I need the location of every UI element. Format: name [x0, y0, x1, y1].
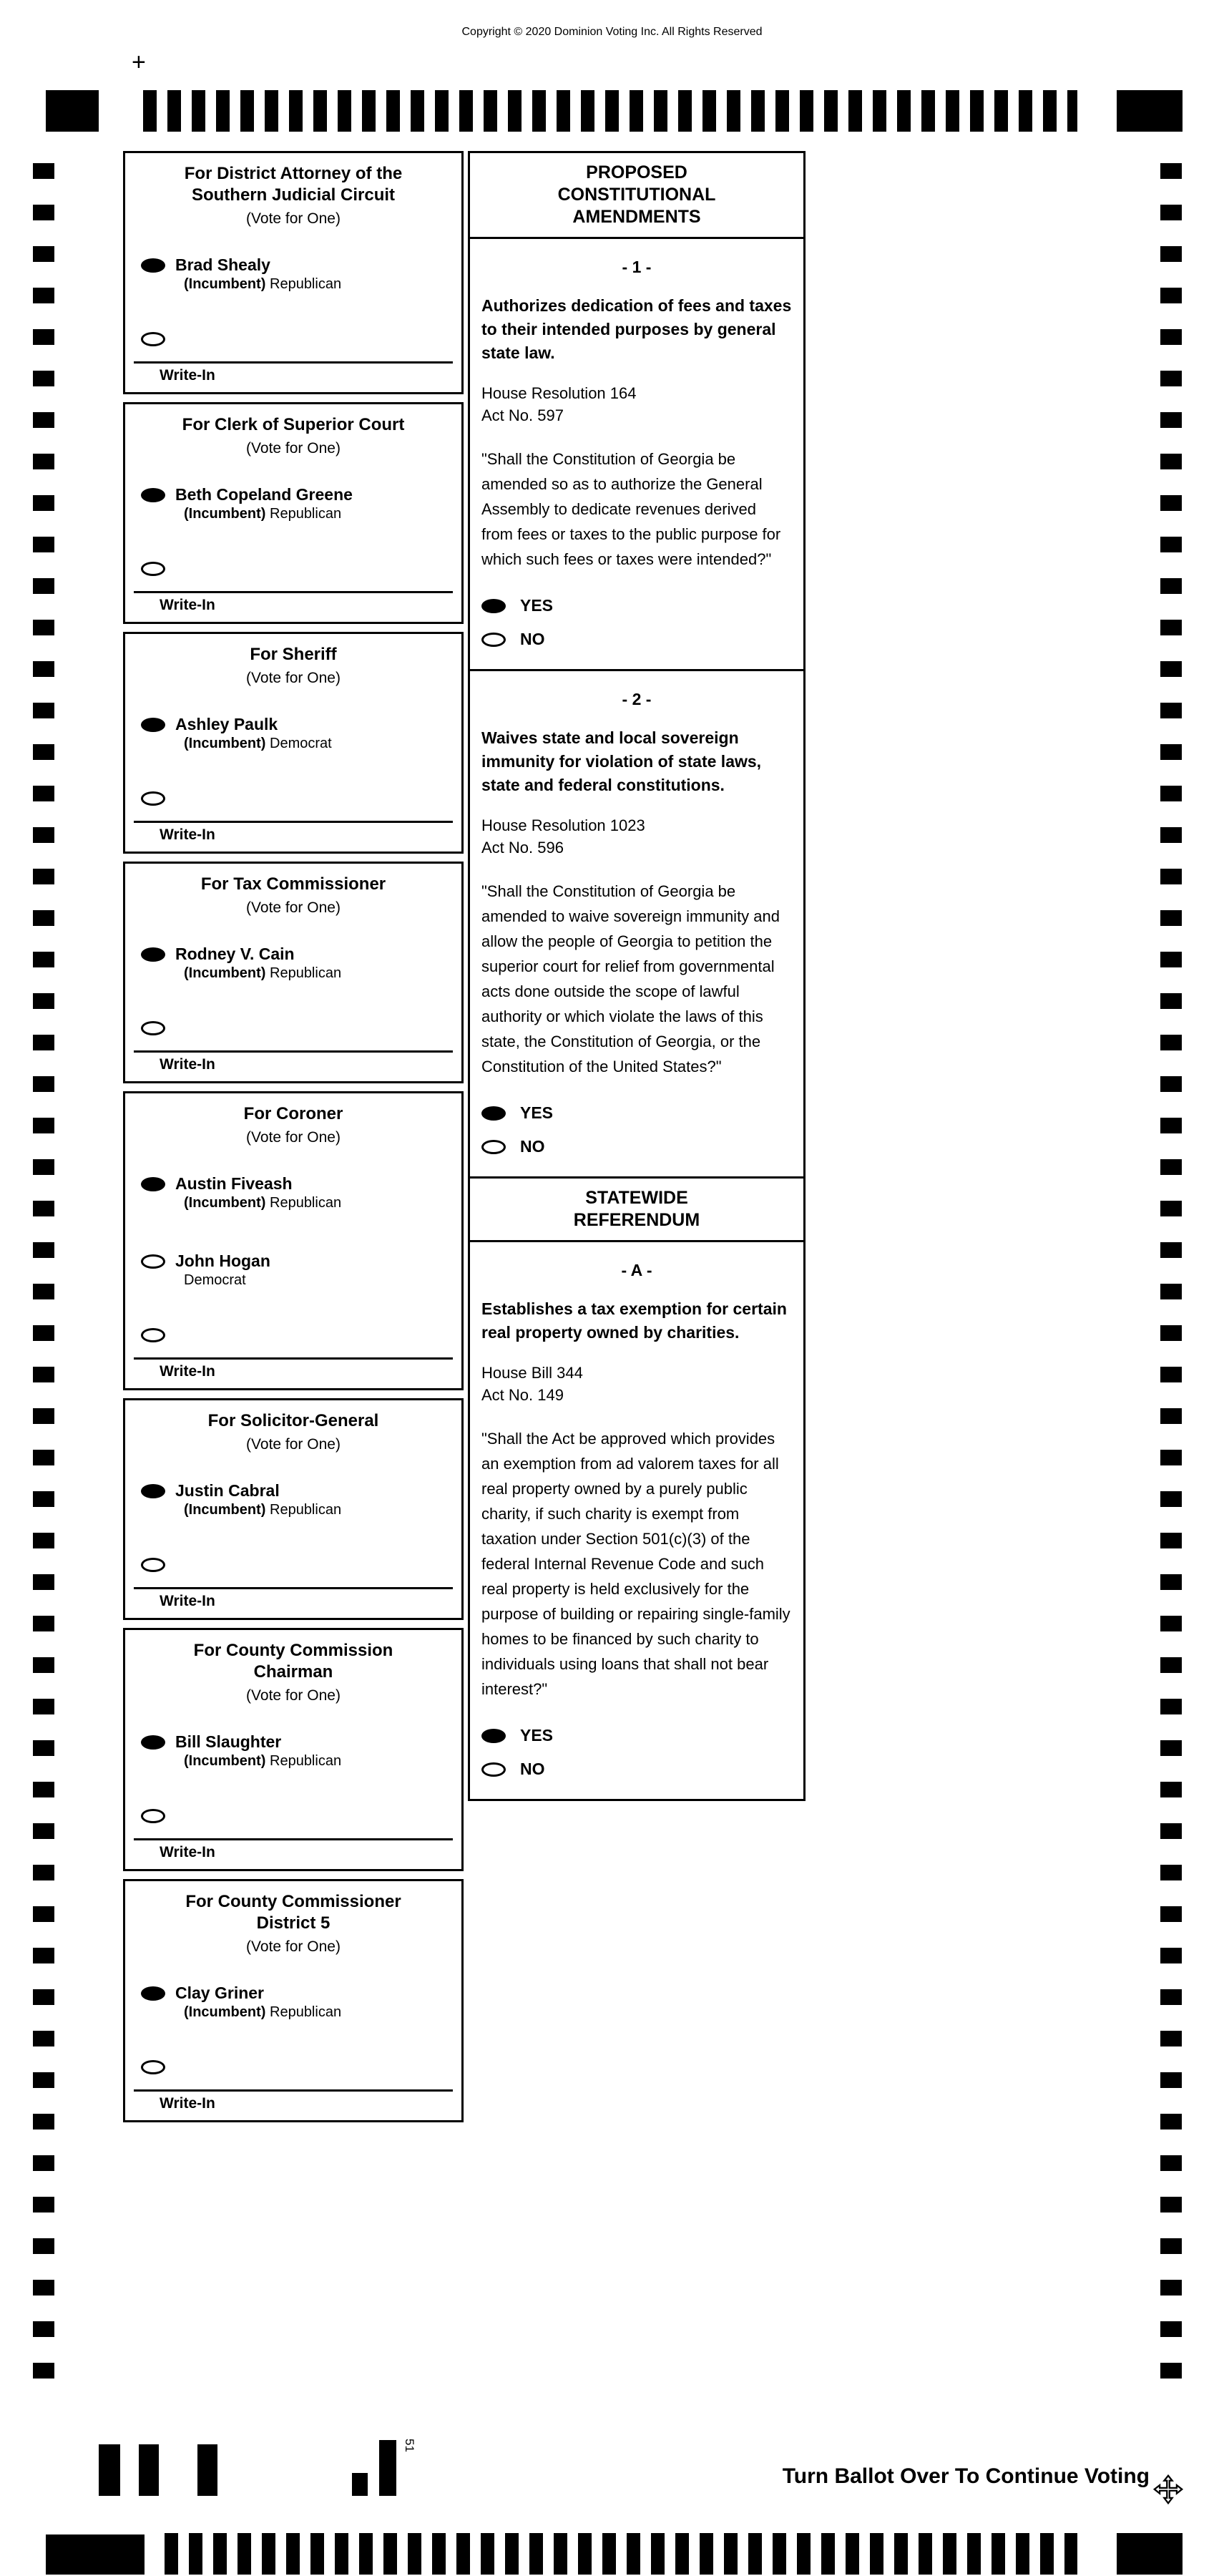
candidate-incumbent: (Incumbent) [184, 736, 266, 751]
measure-summary: Authorizes dedication of fees and taxes to their intended purposes by general state law. [481, 296, 792, 362]
four-way-arrow-icon [1153, 2474, 1183, 2504]
write-in-label: Write-In [160, 2095, 215, 2112]
candidate-row [125, 1732, 461, 1770]
candidate-detail [175, 1271, 270, 1289]
write-in-label: Write-In [160, 1056, 215, 1073]
measure-references [481, 382, 792, 426]
stub-number: 51 [403, 2439, 416, 2452]
measure-references [481, 814, 792, 859]
write-in-label: Write-In [160, 597, 215, 613]
candidate-oval[interactable] [141, 718, 165, 732]
timing-marks-right [1160, 163, 1182, 2379]
choice-row [481, 1760, 792, 1779]
measure-question: "Shall the Constitution of Georgia be amended to waive sovereign immunity and allow the people of Georgia to petition the superior court for relief from governmental acts done outside the scope of lawful authority or which violate the laws of this state, the Constitution of Georgia, or the Constitution of the United States?" [481, 882, 780, 1075]
write-in-oval[interactable] [141, 1328, 165, 1342]
candidate-oval[interactable] [141, 488, 165, 502]
write-in-area [125, 1328, 461, 1388]
write-in-area [125, 791, 461, 852]
reference-line: Act No. 596 [481, 839, 564, 857]
write-in-area [125, 1558, 461, 1618]
candidate-row [125, 255, 461, 293]
write-in-oval[interactable] [141, 562, 165, 576]
write-in-oval[interactable] [141, 2060, 165, 2074]
measure-summary: Waives state and local sovereign immunity for violation of state laws, state and federal constitutions. [481, 728, 762, 794]
candidate-party: Republican [270, 1753, 342, 1769]
header-line: REFERENDUM [573, 1210, 700, 1230]
write-in-label: Write-In [160, 1363, 215, 1380]
contest-header [125, 1093, 461, 1148]
yes-label: YES [520, 1726, 554, 1745]
choice-row [481, 1103, 792, 1123]
contest-title [131, 1891, 456, 1934]
candidate-oval[interactable] [141, 947, 165, 962]
contest-county-commissioner-district-5 [123, 1879, 464, 2122]
candidate-text [175, 1480, 341, 1519]
contest-sheriff [123, 632, 464, 854]
no-oval[interactable] [481, 1762, 506, 1777]
contest-title-line: For Coroner [243, 1104, 343, 1123]
contest-column [123, 151, 464, 2130]
write-in-area [125, 1809, 461, 1869]
contest-header [125, 1881, 461, 1957]
candidate-party: Republican [270, 965, 342, 981]
candidate-row [125, 944, 461, 982]
reference-line: House Resolution 164 [481, 384, 637, 402]
candidate-text [175, 714, 332, 753]
contest-county-commission-chairman [123, 1628, 464, 1871]
candidate-oval[interactable] [141, 1986, 165, 2001]
yes-oval[interactable] [481, 1106, 506, 1121]
reference-line: House Bill 344 [481, 1364, 583, 1382]
choices [481, 1103, 792, 1156]
candidate-party: Democrat [270, 736, 332, 751]
contest-coroner [123, 1091, 464, 1390]
contest-title-line: For County Commissioner [185, 1892, 401, 1911]
timing-marks-top [143, 90, 1077, 132]
candidate-name: Austin Fiveash [175, 1174, 293, 1193]
candidate-oval[interactable] [141, 258, 165, 273]
candidate-row [125, 1983, 461, 2021]
candidate-row [125, 714, 461, 753]
candidate-incumbent: (Incumbent) [184, 1753, 266, 1769]
measure-amendment-2 [470, 671, 803, 1179]
reference-line: Act No. 597 [481, 406, 564, 424]
copyright-notice: Copyright © 2020 Dominion Voting Inc. All Rights Reserved [461, 26, 763, 38]
candidate-oval[interactable] [141, 1484, 165, 1498]
candidate-text [175, 1732, 341, 1770]
no-oval[interactable] [481, 1140, 506, 1154]
yes-label: YES [520, 1103, 554, 1122]
candidate-row [125, 484, 461, 523]
candidate-name: Brad Shealy [175, 255, 270, 274]
candidate-oval[interactable] [141, 1735, 165, 1750]
contest-title [131, 1640, 456, 1683]
write-in-area [125, 2060, 461, 2120]
candidate-incumbent: (Incumbent) [184, 1502, 266, 1518]
timing-block-bottom-left [46, 2534, 145, 2575]
contest-header [125, 1630, 461, 1706]
choice-row [481, 1726, 792, 1745]
reference-line: House Resolution 1023 [481, 816, 645, 834]
amendments-header [470, 153, 803, 239]
no-label: NO [520, 1760, 545, 1778]
choices [481, 1726, 792, 1779]
candidate-text [175, 1983, 341, 2021]
contest-title-line: Chairman [253, 1662, 333, 1682]
stub-bar [379, 2440, 396, 2496]
no-oval[interactable] [481, 633, 506, 647]
contest-title-line: For Clerk of Superior Court [182, 415, 405, 434]
candidate-name: Rodney V. Cain [175, 945, 295, 963]
vote-for-instruction: (Vote for One) [246, 1938, 341, 1955]
contest-title [131, 1103, 456, 1125]
vote-for-instruction: (Vote for One) [246, 899, 341, 916]
candidate-incumbent: (Incumbent) [184, 276, 266, 292]
vote-for-instruction: (Vote for One) [246, 1129, 341, 1146]
referendum-header [470, 1179, 803, 1242]
candidate-name: Bill Slaughter [175, 1732, 282, 1751]
contest-title-line: District 5 [256, 1913, 331, 1933]
candidate-incumbent: (Incumbent) [184, 2004, 266, 2020]
candidate-detail [175, 1194, 341, 1212]
candidate-text [175, 944, 341, 982]
candidate-name: John Hogan [175, 1252, 270, 1270]
contest-tax-commissioner [123, 862, 464, 1083]
stub-bar [99, 2444, 120, 2496]
contest-clerk-superior-court [123, 402, 464, 624]
contest-header [125, 404, 461, 459]
candidate-incumbent: (Incumbent) [184, 965, 266, 981]
reference-line: Act No. 149 [481, 1386, 564, 1404]
vote-for-instruction: (Vote for One) [246, 670, 341, 686]
vote-for-instruction: (Vote for One) [246, 440, 341, 457]
contest-solicitor-general [123, 1398, 464, 1620]
timing-block-bottom-right [1117, 2533, 1183, 2575]
timing-block-top-left [46, 90, 99, 132]
yes-label: YES [520, 596, 554, 615]
measure-amendment-1 [470, 239, 803, 671]
stub-bar [197, 2444, 217, 2496]
contest-header [125, 634, 461, 688]
candidate-detail [175, 275, 341, 293]
timing-marks-left [33, 163, 54, 2379]
vote-for-instruction: (Vote for One) [246, 1436, 341, 1453]
candidate-detail [175, 1752, 341, 1770]
candidate-incumbent: (Incumbent) [184, 1195, 266, 1211]
registration-plus-mark: + [132, 49, 146, 76]
candidate-party: Republican [270, 1502, 342, 1518]
vote-for-instruction: (Vote for One) [246, 210, 341, 227]
choices [481, 596, 792, 649]
contest-header [125, 153, 461, 229]
measure-summary: Establishes a tax exemption for certain real property owned by charities. [481, 1299, 787, 1342]
candidate-party: Republican [270, 506, 342, 522]
no-label: NO [520, 1137, 545, 1156]
write-in-oval[interactable] [141, 1809, 165, 1823]
turn-over-instruction: Turn Ballot Over To Continue Voting [782, 2464, 1150, 2488]
yes-oval[interactable] [481, 1729, 506, 1743]
write-in-label: Write-In [160, 1593, 215, 1609]
contest-title [131, 644, 456, 665]
candidate-oval[interactable] [141, 1254, 165, 1269]
contest-title [131, 1410, 456, 1432]
timing-marks-bottom [165, 2533, 1077, 2575]
measure-question: "Shall the Act be approved which provides an exemption from ad valorem taxes for all real property owned by a purely public charity, if such charity is exempt from taxation under Section 501(c)(3) of the federal Internal Revenue Code and such real property is held exclusively for the purpose of building or repairing single-family homes to be financed by such charity to individuals using loans that shall not bear interest?" [481, 1430, 790, 1698]
candidate-incumbent: (Incumbent) [184, 506, 266, 522]
candidate-name: Ashley Paulk [175, 715, 278, 733]
contest-header [125, 864, 461, 918]
candidate-text [175, 1251, 270, 1289]
candidate-detail [175, 2003, 341, 2021]
write-in-oval[interactable] [141, 332, 165, 346]
write-in-oval[interactable] [141, 1021, 165, 1035]
measure-number: - A - [621, 1261, 652, 1279]
measure-question: "Shall the Constitution of Georgia be amended so as to authorize the General Assembly to dedicate revenues derived from fees or taxes to the public purpose for which such fees or taxes were intended?" [481, 450, 781, 568]
contest-title-line: Southern Judicial Circuit [191, 185, 396, 205]
stub-bar [139, 2444, 159, 2496]
candidate-detail [175, 1501, 341, 1519]
write-in-oval[interactable] [141, 791, 165, 806]
candidate-row [125, 1480, 461, 1519]
yes-oval[interactable] [481, 599, 506, 613]
write-in-label: Write-In [160, 1844, 215, 1860]
contest-district-attorney [123, 151, 464, 394]
measures-column [468, 151, 806, 1801]
write-in-oval[interactable] [141, 1558, 165, 1572]
contest-title [131, 874, 456, 895]
write-in-label: Write-In [160, 826, 215, 843]
choice-row [481, 630, 792, 649]
contest-title [131, 414, 456, 436]
choice-row [481, 1137, 792, 1156]
candidate-name: Beth Copeland Greene [175, 485, 353, 504]
candidate-name: Justin Cabral [175, 1481, 280, 1500]
candidate-party: Republican [270, 2004, 342, 2020]
contest-title-line: For District Attorney of the [184, 164, 403, 183]
measure-referendum-a [470, 1242, 803, 1799]
header-line: PROPOSED [586, 162, 687, 182]
choice-row [481, 596, 792, 615]
candidate-text [175, 255, 341, 293]
candidate-row [125, 1174, 461, 1212]
measure-references [481, 1362, 792, 1406]
measure-number: - 1 - [622, 258, 652, 276]
header-line: AMENDMENTS [572, 207, 701, 227]
stub-bar [352, 2473, 368, 2496]
header-line: CONSTITUTIONAL [557, 185, 716, 205]
measure-number: - 2 - [622, 690, 652, 708]
header-line: STATEWIDE [585, 1188, 688, 1208]
write-in-area [125, 1021, 461, 1081]
contest-header [125, 1400, 461, 1455]
write-in-area [125, 332, 461, 392]
candidate-text [175, 1174, 341, 1212]
candidate-detail [175, 964, 341, 982]
contest-title-line: For Tax Commissioner [200, 874, 386, 894]
candidate-oval[interactable] [141, 1177, 165, 1191]
candidate-text [175, 484, 353, 523]
candidate-party: Republican [270, 1195, 342, 1211]
timing-block-top-right [1117, 90, 1183, 132]
no-label: NO [520, 630, 545, 648]
candidate-detail [175, 734, 332, 753]
write-in-area [125, 562, 461, 622]
candidate-detail [175, 504, 353, 523]
contest-title-line: For Solicitor-General [207, 1411, 379, 1430]
candidate-party: Democrat [184, 1272, 246, 1288]
candidate-name: Clay Griner [175, 1984, 264, 2002]
vote-for-instruction: (Vote for One) [246, 1687, 341, 1704]
contest-title-line: For Sheriff [250, 645, 337, 664]
candidate-party: Republican [270, 276, 342, 292]
contest-title-line: For County Commission [193, 1641, 393, 1660]
contest-title [131, 163, 456, 206]
write-in-label: Write-In [160, 367, 215, 384]
candidate-row [125, 1251, 461, 1289]
